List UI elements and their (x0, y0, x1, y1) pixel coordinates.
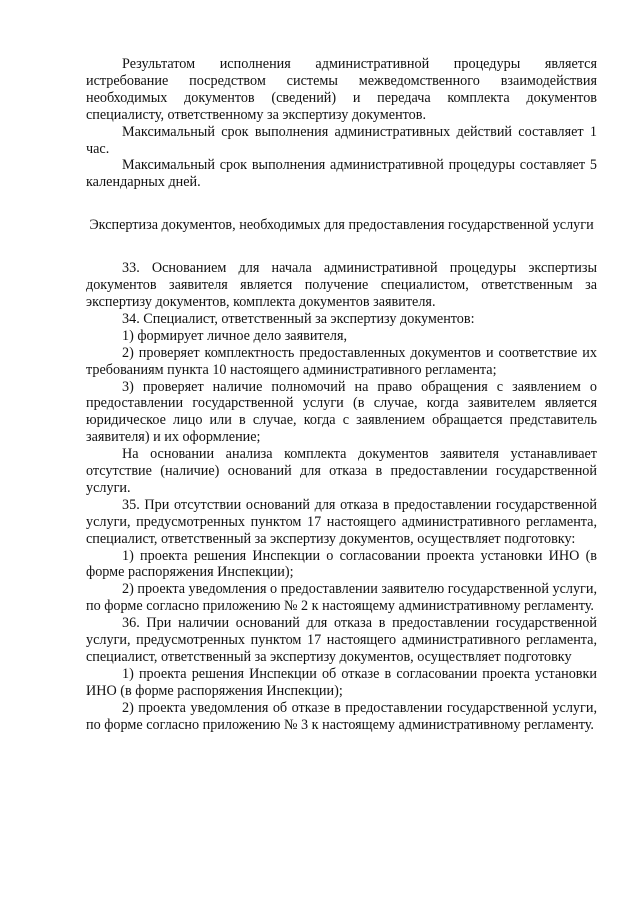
paragraph-33: 33. Основанием для начала административной процедуры экспертизы документов заявителя является получение специалистом, ответственным за экспертизу документов, комплекта документов заявителя. (86, 260, 597, 310)
paragraph-36: 36. При наличии оснований для отказа в предоставлении государственной услуги, предусмотренных пунктом 17 настоящего административного регламента, специалист, ответственный за экспертизу документов, осуществляет подготовку (86, 615, 597, 665)
section-heading: Экспертиза документов, необходимых для предоставления государственной услуги (89, 217, 594, 234)
paragraph-result: Результатом исполнения административной процедуры является истребование посредством системы межведомственного взаимодействия необходимых документов (сведений) и передача комплекта документов специалисту, ответственному за экспертизу документов. (86, 56, 597, 123)
paragraph-34: 34. Специалист, ответственный за экспертизу документов: (122, 310, 475, 327)
paragraph-35: 35. При отсутствии оснований для отказа в предоставлении государственной услуги, предусмотренных пунктом 17 настоящего административного регламента, специалист, ответственный за экспертизу документов, осуществляет подготовку: (86, 496, 597, 547)
paragraph-max-time-actions: Максимальный срок выполнения административных действий составляет 1 час. (86, 123, 597, 157)
paragraph-34-item-1: 1) формирует личное дело заявителя, (122, 327, 348, 344)
paragraph-max-time-procedure: Максимальный срок выполнения административной процедуры составляет 5 календарных дней. (86, 157, 597, 191)
paragraph-36-item-2: 2) проекта уведомления об отказе в предоставлении государственной услуги, по форме согласно приложению № 3 к настоящему административному регламенту. (86, 699, 597, 733)
paragraph-analysis: На основании анализа комплекта документов заявителя устанавливает отсутствие (наличие) оснований для отказа в предоставлении государственной услуги. (86, 446, 597, 496)
document-text (86, 56, 597, 734)
paragraph-35-item-2: 2) проекта уведомления о предоставлении заявителю государственной услуги, по форме согласно приложению № 2 к настоящему административному регламенту. (86, 581, 597, 615)
paragraph-34-item-2: 2) проверяет комплектность предоставленных документов и соответствие их требованиям пункта 10 настоящего административного регламента; (86, 344, 597, 378)
paragraph-34-item-3: 3) проверяет наличие полномочий на право обращения с заявлением о предоставлении государственной услуги (в случае, когда заявителем является юридическое лицо или в случае, когда с заявлением обращается представитель заявителя) и их оформление; (86, 378, 597, 446)
paragraph-36-item-1: 1) проекта решения Инспекции об отказе в согласовании проекта установки ИНО (в форме распоряжения Инспекции); (86, 665, 597, 699)
paragraph-35-item-1: 1) проекта решения Инспекции о согласовании проекта установки ИНО (в форме распоряжения Инспекции); (86, 547, 597, 581)
